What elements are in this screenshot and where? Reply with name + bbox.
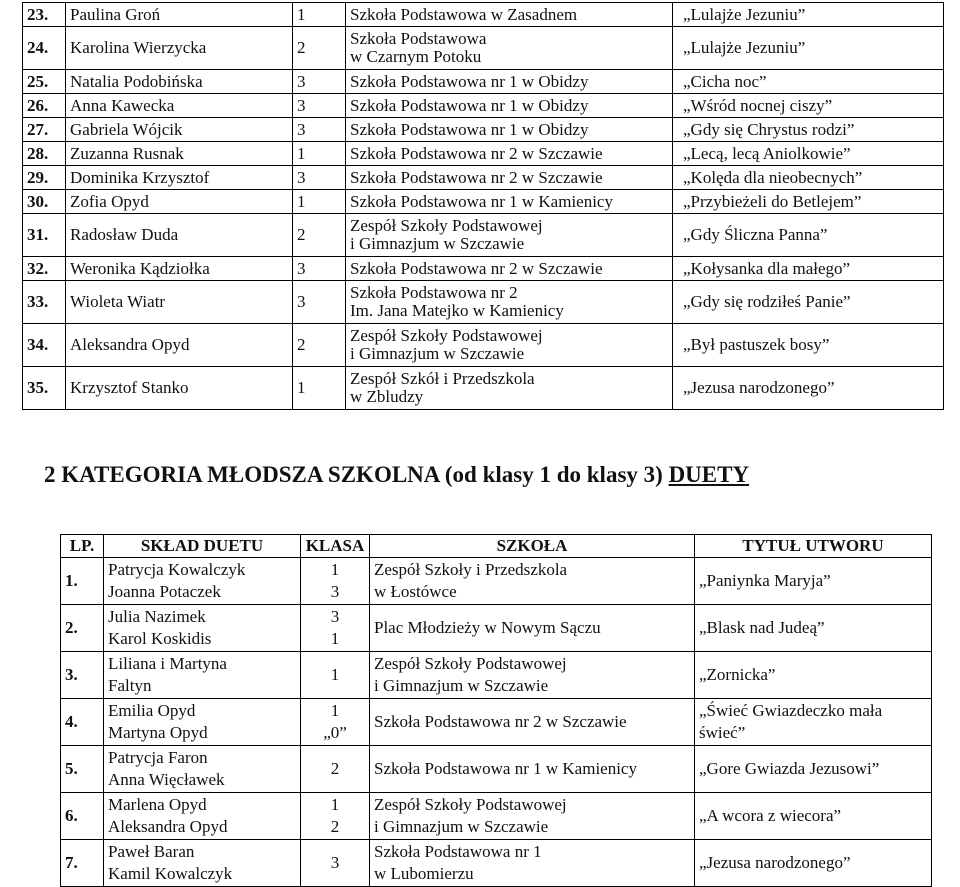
header-klasa: KLASA	[301, 535, 370, 558]
duet-names-line: Paweł Baran	[108, 842, 195, 861]
table-row	[61, 652, 932, 699]
class-levels	[301, 793, 370, 840]
school-name	[346, 118, 673, 142]
song-title	[695, 793, 932, 840]
participant-name: Natalia Podobińska	[66, 70, 293, 94]
song-title: „Gdy się rodziłeś Panie”	[673, 281, 944, 324]
participant-name: Aleksandra Opyd	[66, 324, 293, 367]
class-levels-line: 3	[330, 607, 340, 626]
song-title	[695, 840, 932, 887]
class-level: 3	[293, 70, 346, 94]
school-name	[346, 166, 673, 190]
class-levels-line: 1	[330, 629, 340, 648]
duet-names-line: Joanna Potaczek	[108, 582, 221, 601]
school-name-line: Zespół Szkoły Podstawowej	[374, 795, 567, 814]
row-number: 4.	[61, 699, 104, 746]
table-row	[61, 840, 932, 887]
school-name	[370, 793, 695, 840]
class-levels	[301, 605, 370, 652]
song-title: „Cicha noc”	[673, 70, 944, 94]
school-name	[346, 3, 673, 27]
school-name-line: Szkoła Podstawowa	[350, 29, 487, 48]
school-name	[346, 142, 673, 166]
row-number: 33.	[23, 281, 66, 324]
school-name-line: w Lubomierzu	[374, 864, 474, 883]
class-levels	[301, 699, 370, 746]
duet-names	[104, 699, 301, 746]
class-level: 1	[293, 3, 346, 27]
participant-name: Zuzanna Rusnak	[66, 142, 293, 166]
category-heading	[44, 462, 749, 488]
school-name-line: Im. Jana Matejko w Kamienicy	[350, 301, 564, 320]
school-name	[370, 652, 695, 699]
class-levels-line: 3	[330, 582, 340, 601]
participant-name: Dominika Krzysztof	[66, 166, 293, 190]
row-number: 5.	[61, 746, 104, 793]
row-number: 32.	[23, 257, 66, 281]
song-title-line: „Paniynka Maryja”	[699, 571, 831, 590]
duet-names-line: Kamil Kowalczyk	[108, 864, 233, 883]
duet-names-line: Liliana i Martyna	[108, 654, 227, 673]
school-name-line: Szkoła Podstawowa w Zasadnem	[350, 4, 578, 24]
participant-name: Radosław Duda	[66, 214, 293, 257]
table-row	[23, 142, 944, 166]
school-name-line: Szkoła Podstawowa nr 1 w Obidzy	[350, 71, 589, 91]
school-name-line: Szkoła Podstawowa nr 1	[374, 842, 542, 861]
table-row	[23, 324, 944, 367]
row-number: 1.	[61, 558, 104, 605]
duet-names	[104, 558, 301, 605]
participant-name: Zofia Opyd	[66, 190, 293, 214]
song-title	[695, 558, 932, 605]
school-name-line: i Gimnazjum w Szczawie	[350, 344, 525, 363]
participant-name: Wioleta Wiatr	[66, 281, 293, 324]
table-row	[61, 746, 932, 793]
class-level: 1	[293, 367, 346, 410]
participant-name: Gabriela Wójcik	[66, 118, 293, 142]
duet-names-line: Marlena Opyd	[108, 795, 207, 814]
class-levels-line: 2	[330, 817, 340, 836]
school-name-line: Szkoła Podstawowa nr 2 w Szczawie	[350, 258, 603, 278]
class-levels-line: 1	[330, 701, 340, 720]
song-title: „Kołysanka dla małego”	[673, 257, 944, 281]
school-name-line: Szkoła Podstawowa nr 1 w Kamienicy	[350, 191, 613, 211]
school-name-line: i Gimnazjum w Szczawie	[374, 817, 549, 836]
song-title-line: „Blask nad Judeą”	[699, 618, 825, 637]
class-levels	[301, 746, 370, 793]
school-name	[346, 257, 673, 281]
song-title	[695, 652, 932, 699]
class-level: 1	[293, 142, 346, 166]
duet-names-line: Anna Więcławek	[108, 770, 225, 789]
duet-names	[104, 652, 301, 699]
school-name-line: Szkoła Podstawowa nr 2 w Szczawie	[350, 143, 603, 163]
school-name-line: Szkoła Podstawowa nr 1 w Obidzy	[350, 119, 589, 139]
school-name-line: Plac Młodzieży w Nowym Sączu	[374, 618, 601, 637]
school-name-line: Szkoła Podstawowa nr 2 w Szczawie	[350, 167, 603, 187]
row-number: 29.	[23, 166, 66, 190]
school-name-line: Szkoła Podstawowa nr 1 w Obidzy	[350, 95, 589, 115]
duet-names-line: Emilia Opyd	[108, 701, 196, 720]
row-number: 27.	[23, 118, 66, 142]
table-row	[23, 94, 944, 118]
duet-names-line: Karol Koskidis	[108, 629, 212, 648]
song-title: „Gdy Śliczna Panna”	[673, 214, 944, 257]
row-number: 2.	[61, 605, 104, 652]
row-number: 25.	[23, 70, 66, 94]
class-level: 3	[293, 257, 346, 281]
class-levels	[301, 558, 370, 605]
row-number: 23.	[23, 3, 66, 27]
song-title-line: „Świeć Gwiazdeczko mała	[699, 701, 883, 720]
participant-name: Karolina Wierzycka	[66, 27, 293, 70]
table-row	[61, 793, 932, 840]
row-number: 34.	[23, 324, 66, 367]
table-row	[61, 699, 932, 746]
song-title-line: świeć”	[699, 723, 746, 742]
song-title	[695, 746, 932, 793]
solo-table-body	[23, 3, 944, 410]
duet-table-body	[61, 558, 932, 887]
duet-table	[60, 534, 932, 887]
duet-names-line: Julia Nazimek	[108, 607, 206, 626]
row-number: 6.	[61, 793, 104, 840]
song-title: „Gdy się Chrystus rodzi”	[673, 118, 944, 142]
school-name-line: w Zbludzy	[350, 387, 424, 406]
table-row	[23, 214, 944, 257]
school-name-line: Szkoła Podstawowa nr 1 w Kamienicy	[374, 759, 637, 778]
school-name-line: i Gimnazjum w Szczawie	[374, 676, 549, 695]
row-number: 28.	[23, 142, 66, 166]
duet-names-line: Aleksandra Opyd	[108, 817, 228, 836]
school-name-line: Zespół Szkoły i Przedszkola	[374, 560, 568, 579]
song-title: „Lulajże Jezuniu”	[673, 27, 944, 70]
school-name	[346, 190, 673, 214]
duet-table-header-row	[61, 535, 932, 558]
table-row	[23, 190, 944, 214]
school-name-line: Zespół Szkoły Podstawowej	[374, 654, 567, 673]
class-level: 3	[293, 166, 346, 190]
school-name-line: Szkoła Podstawowa nr 2	[350, 283, 518, 302]
school-name-line: Szkoła Podstawowa nr 2 w Szczawie	[374, 712, 627, 731]
header-sklad: SKŁAD DUETU	[104, 535, 301, 558]
class-level: 3	[293, 94, 346, 118]
school-name	[346, 367, 673, 410]
category-heading-duety: DUETY	[668, 462, 750, 487]
participant-name: Weronika Kądziołka	[66, 257, 293, 281]
school-name	[346, 214, 673, 257]
participant-name: Paulina Groń	[66, 3, 293, 27]
school-name-line: Zespół Szkoły Podstawowej	[350, 326, 543, 345]
header-lp: LP.	[61, 535, 104, 558]
participant-name: Krzysztof Stanko	[66, 367, 293, 410]
row-number: 30.	[23, 190, 66, 214]
song-title-line: „A wcora z wiecora”	[699, 806, 842, 825]
school-name-line: w Czarnym Potoku	[350, 47, 482, 66]
class-levels	[301, 652, 370, 699]
class-level: 2	[293, 324, 346, 367]
school-name	[346, 324, 673, 367]
class-levels-line: 1	[330, 560, 340, 579]
table-row	[61, 605, 932, 652]
class-level: 2	[293, 214, 346, 257]
class-levels-line: „0”	[323, 723, 347, 742]
duet-names-line: Faltyn	[108, 676, 152, 695]
school-name-line: w Łostówce	[374, 582, 457, 601]
school-name-line: i Gimnazjum w Szczawie	[350, 234, 525, 253]
class-level: 3	[293, 118, 346, 142]
category-heading-text: 2 KATEGORIA MŁODSZA SZKOLNA (od klasy 1 do klasy 3)	[44, 462, 669, 487]
class-level: 2	[293, 27, 346, 70]
school-name	[370, 840, 695, 887]
solo-participants-table	[22, 2, 944, 410]
duet-names	[104, 605, 301, 652]
class-levels-line: 3	[330, 853, 340, 872]
school-name	[346, 70, 673, 94]
table-row	[23, 27, 944, 70]
table-row	[23, 367, 944, 410]
class-level: 3	[293, 281, 346, 324]
class-levels-line: 1	[330, 665, 340, 684]
header-tytul: TYTUŁ UTWORU	[695, 535, 932, 558]
class-levels-line: 1	[330, 795, 340, 814]
row-number: 24.	[23, 27, 66, 70]
participant-name: Anna Kawecka	[66, 94, 293, 118]
header-szkola: SZKOŁA	[370, 535, 695, 558]
song-title	[695, 699, 932, 746]
duet-names	[104, 793, 301, 840]
table-row	[23, 118, 944, 142]
song-title-line: „Zornicka”	[699, 665, 776, 684]
table-row	[23, 70, 944, 94]
school-name-line: Zespół Szkoły Podstawowej	[350, 216, 543, 235]
class-levels-line: 2	[330, 759, 340, 778]
song-title-line: „Jezusa narodzonego”	[699, 853, 851, 872]
song-title: „Jezusa narodzonego”	[673, 367, 944, 410]
song-title: „Przybieżeli do Betlejem”	[673, 190, 944, 214]
school-name	[346, 27, 673, 70]
school-name	[346, 94, 673, 118]
table-row	[23, 166, 944, 190]
duet-names-line: Patrycja Kowalczyk	[108, 560, 246, 579]
row-number: 31.	[23, 214, 66, 257]
table-row	[23, 257, 944, 281]
school-name	[370, 605, 695, 652]
song-title: „Lecą, lecą Aniolkowie”	[673, 142, 944, 166]
school-name	[346, 281, 673, 324]
class-levels	[301, 840, 370, 887]
duet-names-line: Martyna Opyd	[108, 723, 208, 742]
table-row	[23, 3, 944, 27]
table-row	[23, 281, 944, 324]
row-number: 7.	[61, 840, 104, 887]
song-title: „Był pastuszek bosy”	[673, 324, 944, 367]
duet-names-line: Patrycja Faron	[108, 748, 208, 767]
school-name	[370, 558, 695, 605]
song-title-line: „Gore Gwiazda Jezusowi”	[699, 759, 880, 778]
duet-names	[104, 746, 301, 793]
school-name	[370, 699, 695, 746]
school-name	[370, 746, 695, 793]
song-title	[695, 605, 932, 652]
duet-names	[104, 840, 301, 887]
song-title: „Lulajże Jezuniu”	[673, 3, 944, 27]
row-number: 26.	[23, 94, 66, 118]
row-number: 3.	[61, 652, 104, 699]
table-row	[61, 558, 932, 605]
school-name-line: Zespół Szkół i Przedszkola	[350, 369, 535, 388]
song-title: „Wśród nocnej ciszy”	[673, 94, 944, 118]
class-level: 1	[293, 190, 346, 214]
song-title: „Kolęda dla nieobecnych”	[673, 166, 944, 190]
row-number: 35.	[23, 367, 66, 410]
